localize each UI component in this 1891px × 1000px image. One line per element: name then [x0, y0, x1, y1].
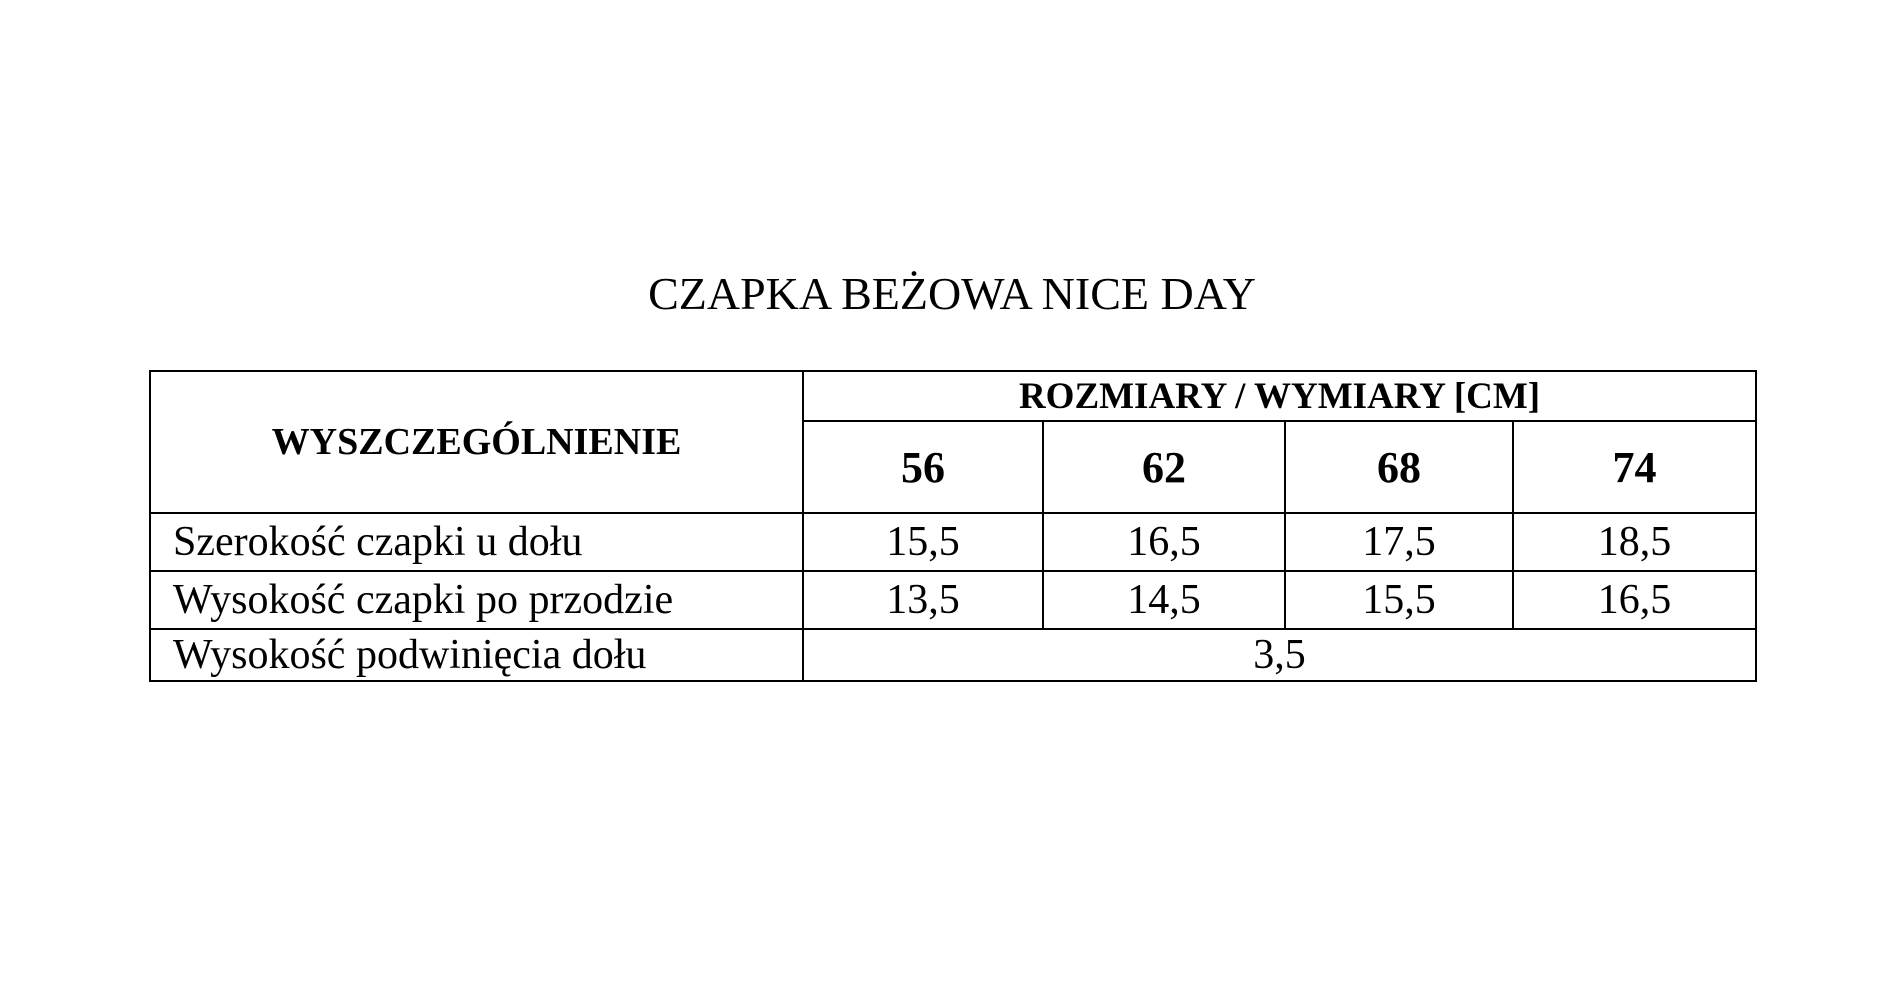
size-header-62: 62 [1043, 421, 1285, 513]
size-table [149, 370, 1757, 682]
row-label: Wysokość podwinięcia dołu [150, 629, 803, 681]
row-label: Wysokość czapki po przodzie [150, 571, 803, 629]
row-value: 17,5 [1285, 513, 1513, 571]
row-value: 18,5 [1513, 513, 1756, 571]
sizes-group-header: ROZMIARY / WYMIARY [CM] [803, 371, 1756, 421]
row-label: Szerokość czapki u dołu [150, 513, 803, 571]
size-header-68: 68 [1285, 421, 1513, 513]
row-value: 13,5 [803, 571, 1043, 629]
row-value: 16,5 [1043, 513, 1285, 571]
table-header-row [150, 371, 1756, 421]
row-value: 14,5 [1043, 571, 1285, 629]
row-value: 15,5 [1285, 571, 1513, 629]
table-row [150, 571, 1756, 629]
size-header-56: 56 [803, 421, 1043, 513]
table-row [150, 513, 1756, 571]
page-title: CZAPKA BEŻOWA NICE DAY [648, 268, 1256, 319]
spec-header: WYSZCZEGÓLNIENIE [150, 371, 803, 513]
merged-row-value: 3,5 [803, 629, 1756, 681]
table-row [150, 629, 1756, 681]
row-value: 16,5 [1513, 571, 1756, 629]
row-value: 15,5 [803, 513, 1043, 571]
size-header-74: 74 [1513, 421, 1756, 513]
